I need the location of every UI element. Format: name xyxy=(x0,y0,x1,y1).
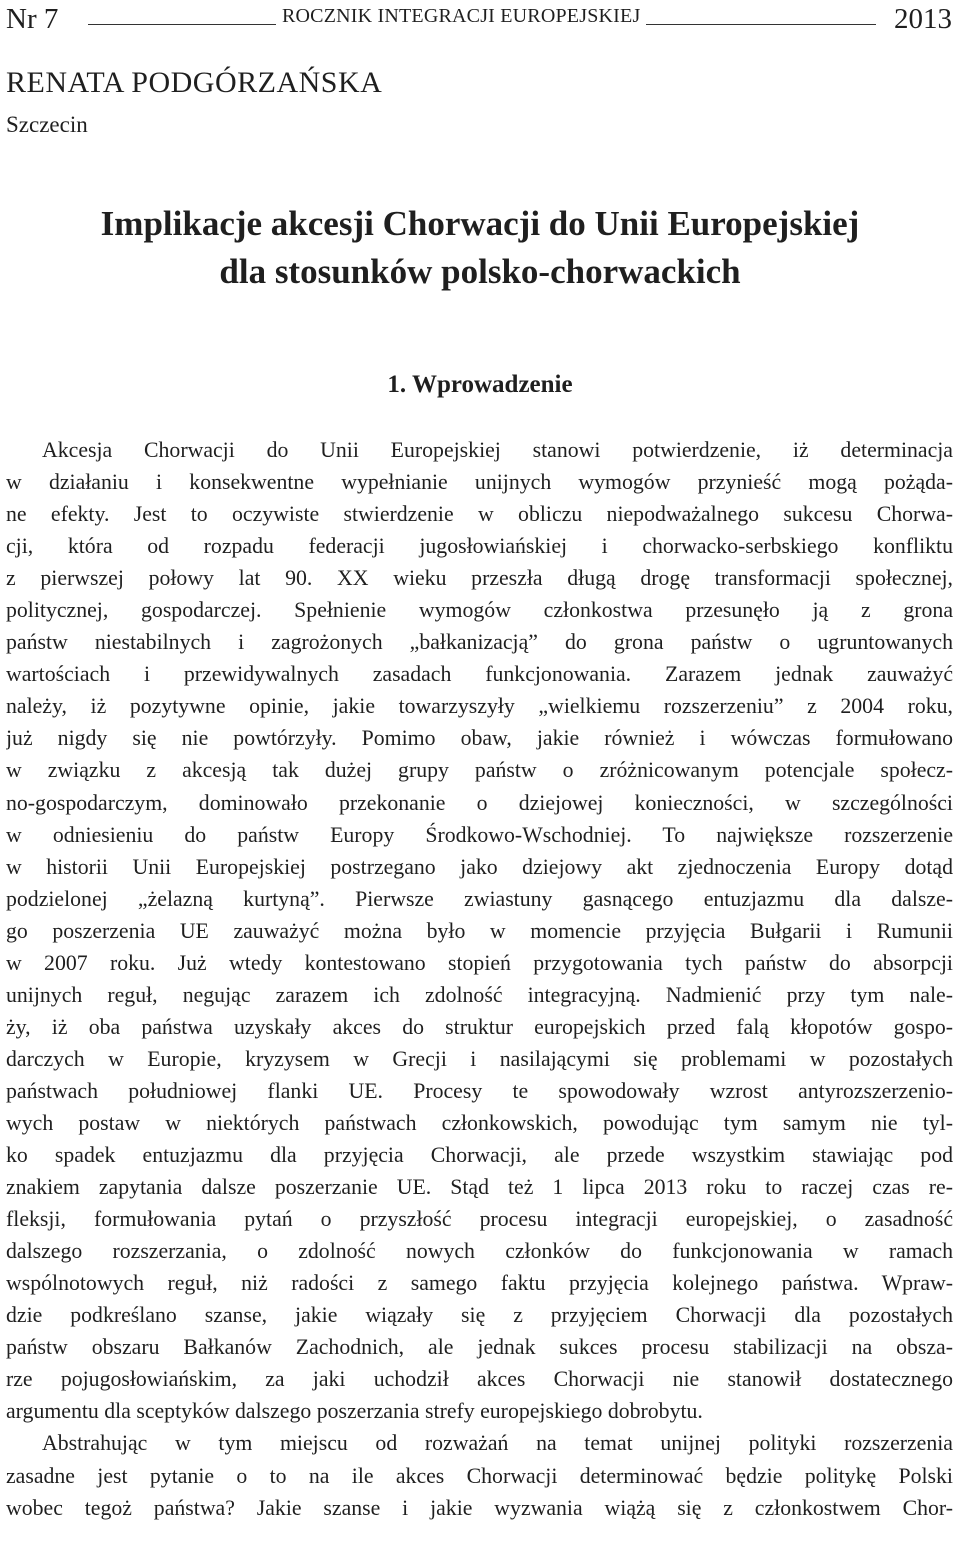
body-line: zasadne jest pytanie o to na ile akces Chorwacji determinować będzie politykę Polski xyxy=(6,1463,953,1488)
body-line: w 2007 roku. Już wtedy kontestowano stopień przygotowania tych państw do absorpcji xyxy=(6,950,953,975)
body-line: darczych w Europie, kryzysem w Grecji i nasilającymi się problemami w pozostałych xyxy=(6,1046,953,1071)
body-line: w historii Unii Europejskiej postrzegano jako dziejowy akt zjednoczenia Europy dotąd xyxy=(6,854,953,879)
body-line: argumentu dla sceptyków dalszego poszerzania strefy europejskiego dobrobytu. xyxy=(6,1399,703,1424)
body-line: ne efekty. Jest to oczywiste stwierdzenie w obliczu niepodważalnego sukcesu Chorwa- xyxy=(6,502,953,527)
body-line: unijnych reguł, negując zarazem ich zdolność integracyjną. Nadmienić przy tym nale- xyxy=(6,982,953,1007)
body-line: ży, iż oba państwa uzyskały akces do struktur europejskich przed falą kłopotów gospo- xyxy=(6,1014,953,1039)
article-title xyxy=(0,200,960,296)
issue-year: 2013 xyxy=(894,3,952,35)
author-affiliation: Szczecin xyxy=(6,112,88,137)
body-line: w związku z akcesją tak dużej grupy państw o zróżnicowanym potencjale społecz- xyxy=(6,758,953,783)
article-body xyxy=(6,434,953,1524)
body-line: już nigdy się nie powtórzyły. Pomimo obaw, jakie również i wówczas formułowano xyxy=(6,726,953,751)
body-line: wych postaw w niektórych państwach członkowskich, powodując tym samym nie tyl- xyxy=(6,1110,953,1135)
body-line: państw niestabilnych i zagrożonych „bałkanizacją” do grona państw o ugruntowanych xyxy=(6,630,953,655)
body-line: fleksji, formułowania pytań o przyszłość procesu integracji europejskiej, o zasadność xyxy=(6,1207,953,1232)
body-line: dzie podkreślano szanse, jakie wiązały się z przyjęciem Chorwacji dla pozostałych xyxy=(6,1303,953,1328)
section-heading: 1. Wprowadzenie xyxy=(387,371,573,398)
body-line: no-gospodarczym, dominowało przekonanie o dziejowej konieczności, w szczególności xyxy=(6,790,953,815)
body-line: politycznej, gospodarczej. Spełnienie wymogów członkostwa przesunęło ją z grona xyxy=(6,598,953,623)
body-line: dalszego rozszerzania, o zdolność nowych członków do funkcjonowania w ramach xyxy=(6,1239,953,1264)
body-line: w odniesieniu do państw Europy Środkowo-Wschodniej. To największe rozszerzenie xyxy=(6,822,953,847)
body-line: z pierwszej połowy lat 90. XX wieku przeszła długą drogę transformacji społecznej, xyxy=(6,566,953,591)
body-line: należy, iż pozytywne opinie, jakie towarzyszyły „wielkiemu rozszerzeniu” z 2004 roku, xyxy=(6,694,953,719)
body-line: państwach południowej flanki UE. Procesy te spowodowały wzrost antyrozszerzenio- xyxy=(6,1078,953,1103)
body-line: go poszerzenia UE zauważyć można było w momencie przyjęcia Bułgarii i Rumunii xyxy=(6,918,953,943)
body-line: w działaniu i konsekwentne wypełnianie unijnych wymogów przynieść mogą pożąda- xyxy=(6,470,953,495)
body-line: Abstrahując w tym miejscu od rozważań na temat unijnej polityki rozszerzenia xyxy=(42,1431,953,1456)
article-title-line: dla stosunków polsko-chorwackich xyxy=(219,252,741,291)
body-line: państw obszaru Bałkanów Zachodnich, ale jednak sukces procesu stabilizacji na obsza- xyxy=(6,1335,953,1360)
body-line: znakiem zapytania dalsze poszerzanie UE. Stąd też 1 lipca 2013 roku to raczej czas re- xyxy=(6,1175,953,1200)
body-line: rze pojugosłowiańskim, za jaki uchodził akces Chorwacji nie stanowił dostatecznego xyxy=(6,1367,953,1392)
body-line: Akcesja Chorwacji do Unii Europejskiej stanowi potwierdzenie, iż determinacja xyxy=(42,438,953,462)
body-line: wspólnotowych reguł, niż radości z samego faktu przyjęcia kolejnego państwa. Wpraw- xyxy=(6,1271,953,1296)
journal-name: ROCZNIK INTEGRACJI EUROPEJSKIEJ xyxy=(276,2,646,30)
body-line: podzielonej „żelazną kurtyną”. Pierwsze zwiastuny gasnącego entuzjazmu dla dalsze- xyxy=(6,886,953,911)
running-header xyxy=(6,2,952,36)
author-name: RENATA PODGÓRZAŃSKA xyxy=(6,66,383,99)
article-title-line: Implikacje akcesji Chorwacji do Unii Europejskiej xyxy=(100,204,860,243)
body-line: wartościach i przewidywalnych zasadach funkcjonowania. Zarazem jednak zauważyć xyxy=(6,662,953,687)
body-line: wobec tegoż państwa? Jakie szanse i jakie wyzwania wiążą się z członkostwem Chor- xyxy=(6,1495,953,1520)
body-line: ko spadek entuzjazmu dla przyjęcia Chorwacji, ale przede wszystkim stawiając pod xyxy=(6,1143,953,1168)
issue-number: Nr 7 xyxy=(6,3,59,35)
body-line: cji, która od rozpadu federacji jugosłowiańskiej i chorwacko-serbskiego konfliktu xyxy=(6,534,953,559)
